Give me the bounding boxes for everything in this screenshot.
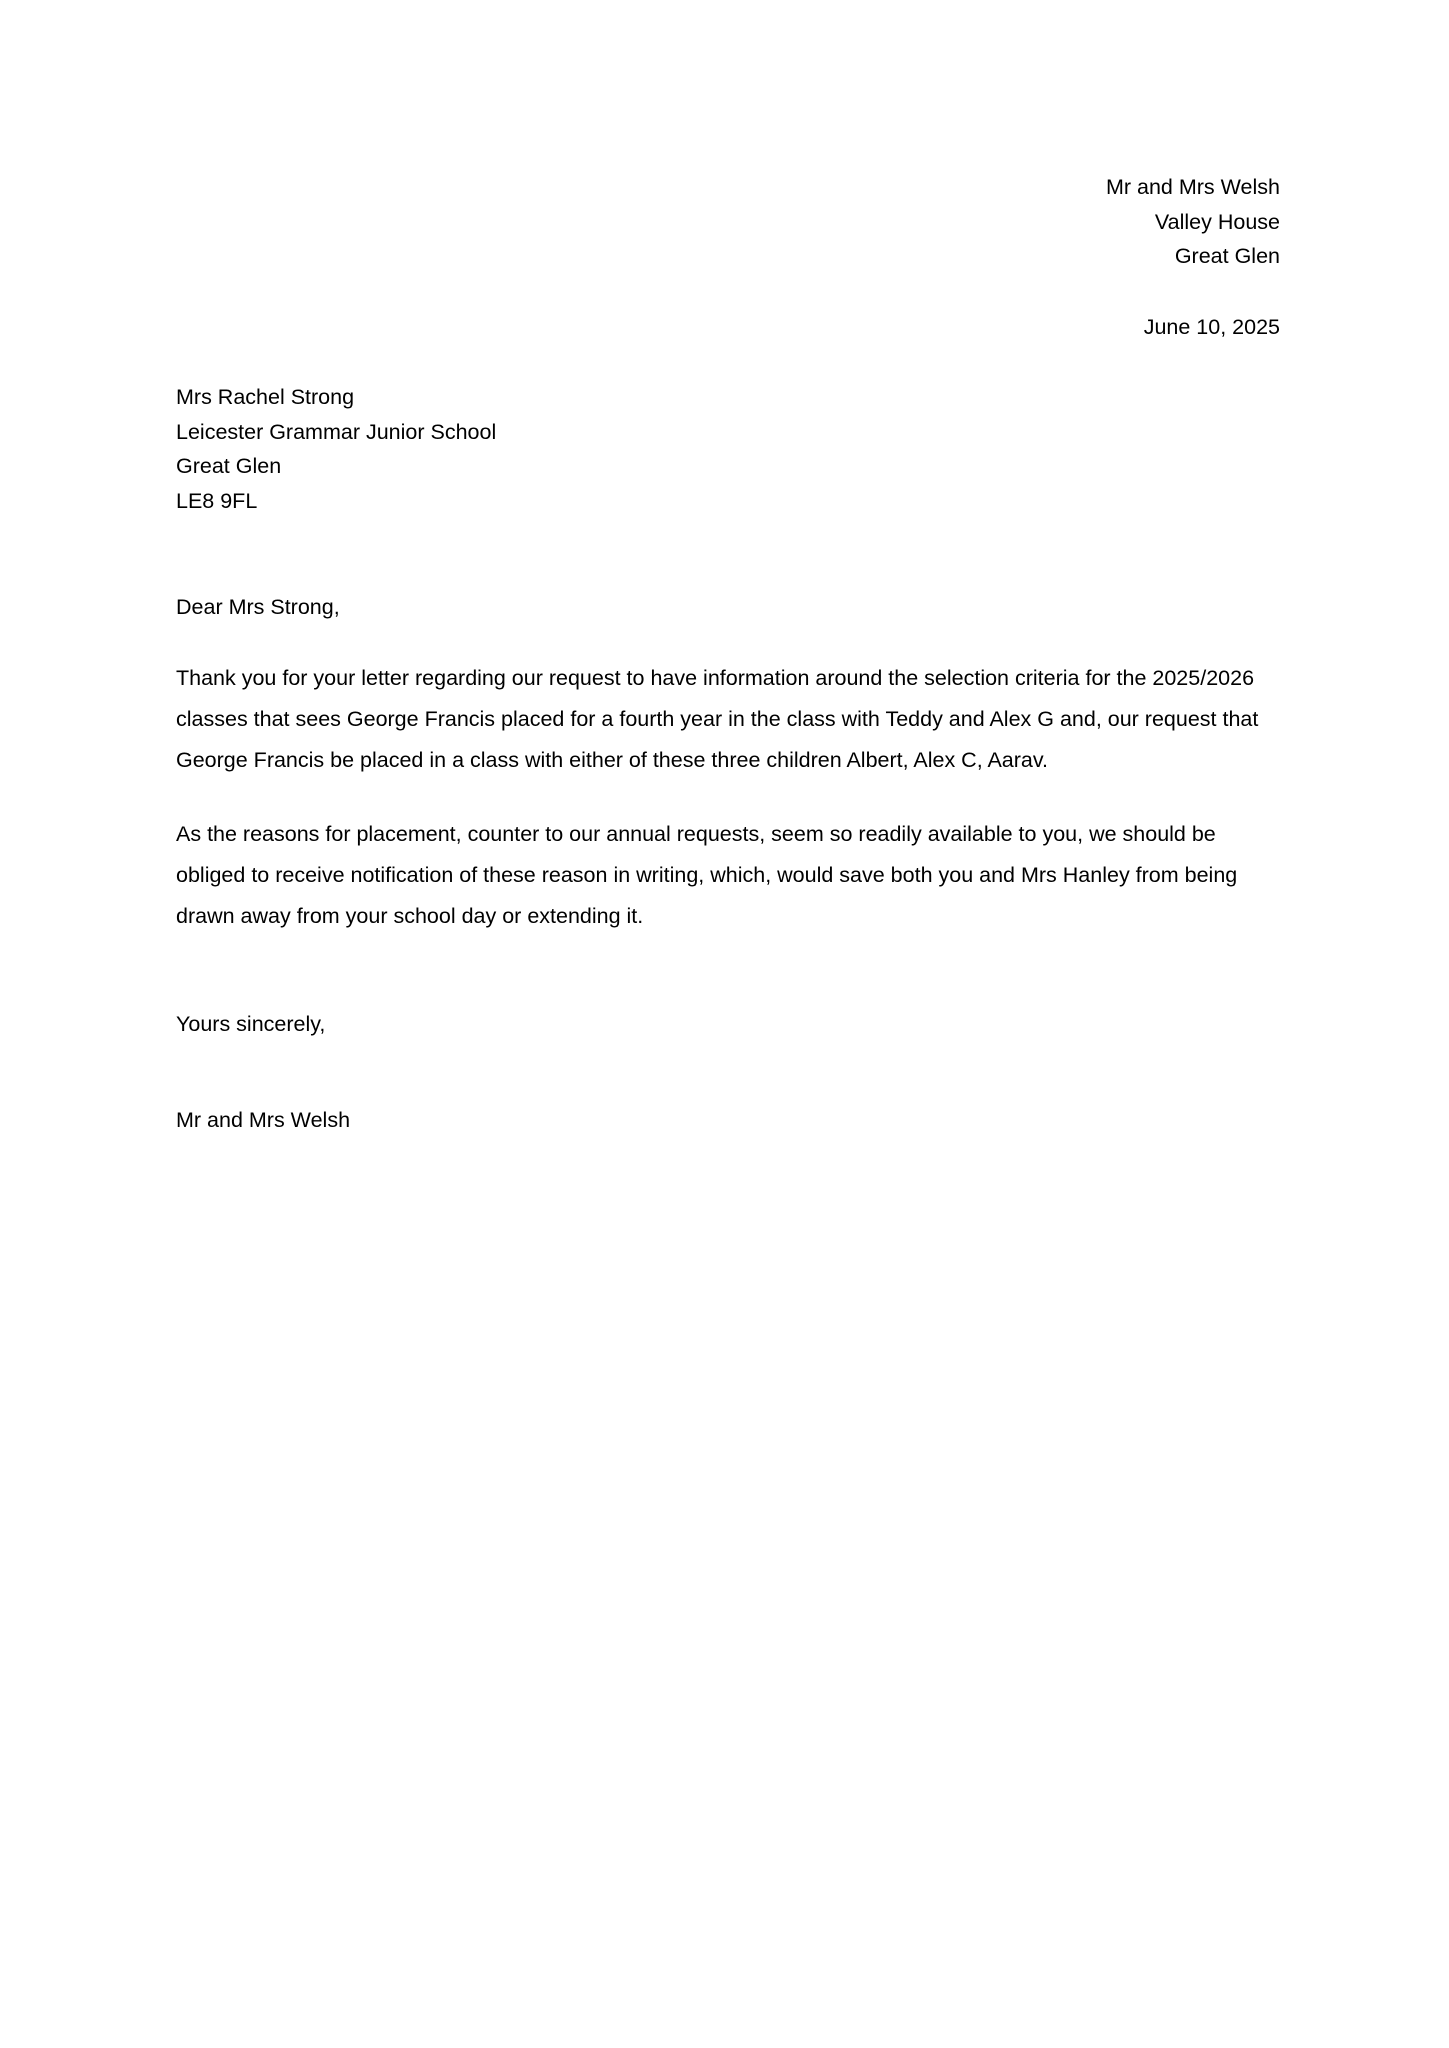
letter-date-text: June 10, 2025 — [1143, 314, 1280, 339]
letter-date — [176, 310, 1280, 345]
sender-address-line-3: Great Glen — [1174, 244, 1280, 268]
letter-signature: Mr and Mrs Welsh — [176, 1108, 351, 1132]
recipient-postcode: LE8 9FL — [176, 488, 258, 513]
letter-closing: Yours sincerely, — [176, 1011, 326, 1036]
recipient-name: Mrs Rachel Strong — [176, 385, 355, 409]
recipient-town: Great Glen — [176, 454, 282, 478]
letter-paragraph-1: Thank you for your letter regarding our request to have information around the selection criteria for the 2025/2026 classes that sees George Francis placed for a fourth year in the class with Teddy and Alex G and, our request that George Francis be placed in a class with either of these three children Albert, Alex C, Aarav. — [176, 665, 1259, 772]
letter-body — [176, 170, 1280, 1138]
letter-salutation: Dear Mrs Strong, — [176, 595, 340, 619]
sender-address-line-1: Mr and Mrs Welsh — [1105, 175, 1280, 199]
recipient-organization: Leicester Grammar Junior School — [176, 419, 497, 444]
sender-address-block — [176, 170, 1280, 274]
letter-paragraph-2: As the reasons for placement, counter to our annual requests, seem so readily available to you, we should be obliged to receive notification of these reason in writing, which, would save both you and Mrs Hanley from being drawn away from your school day or extending it. — [176, 821, 1238, 928]
sender-address-line-2: Valley House — [1154, 209, 1280, 234]
recipient-address-block — [176, 380, 1280, 518]
